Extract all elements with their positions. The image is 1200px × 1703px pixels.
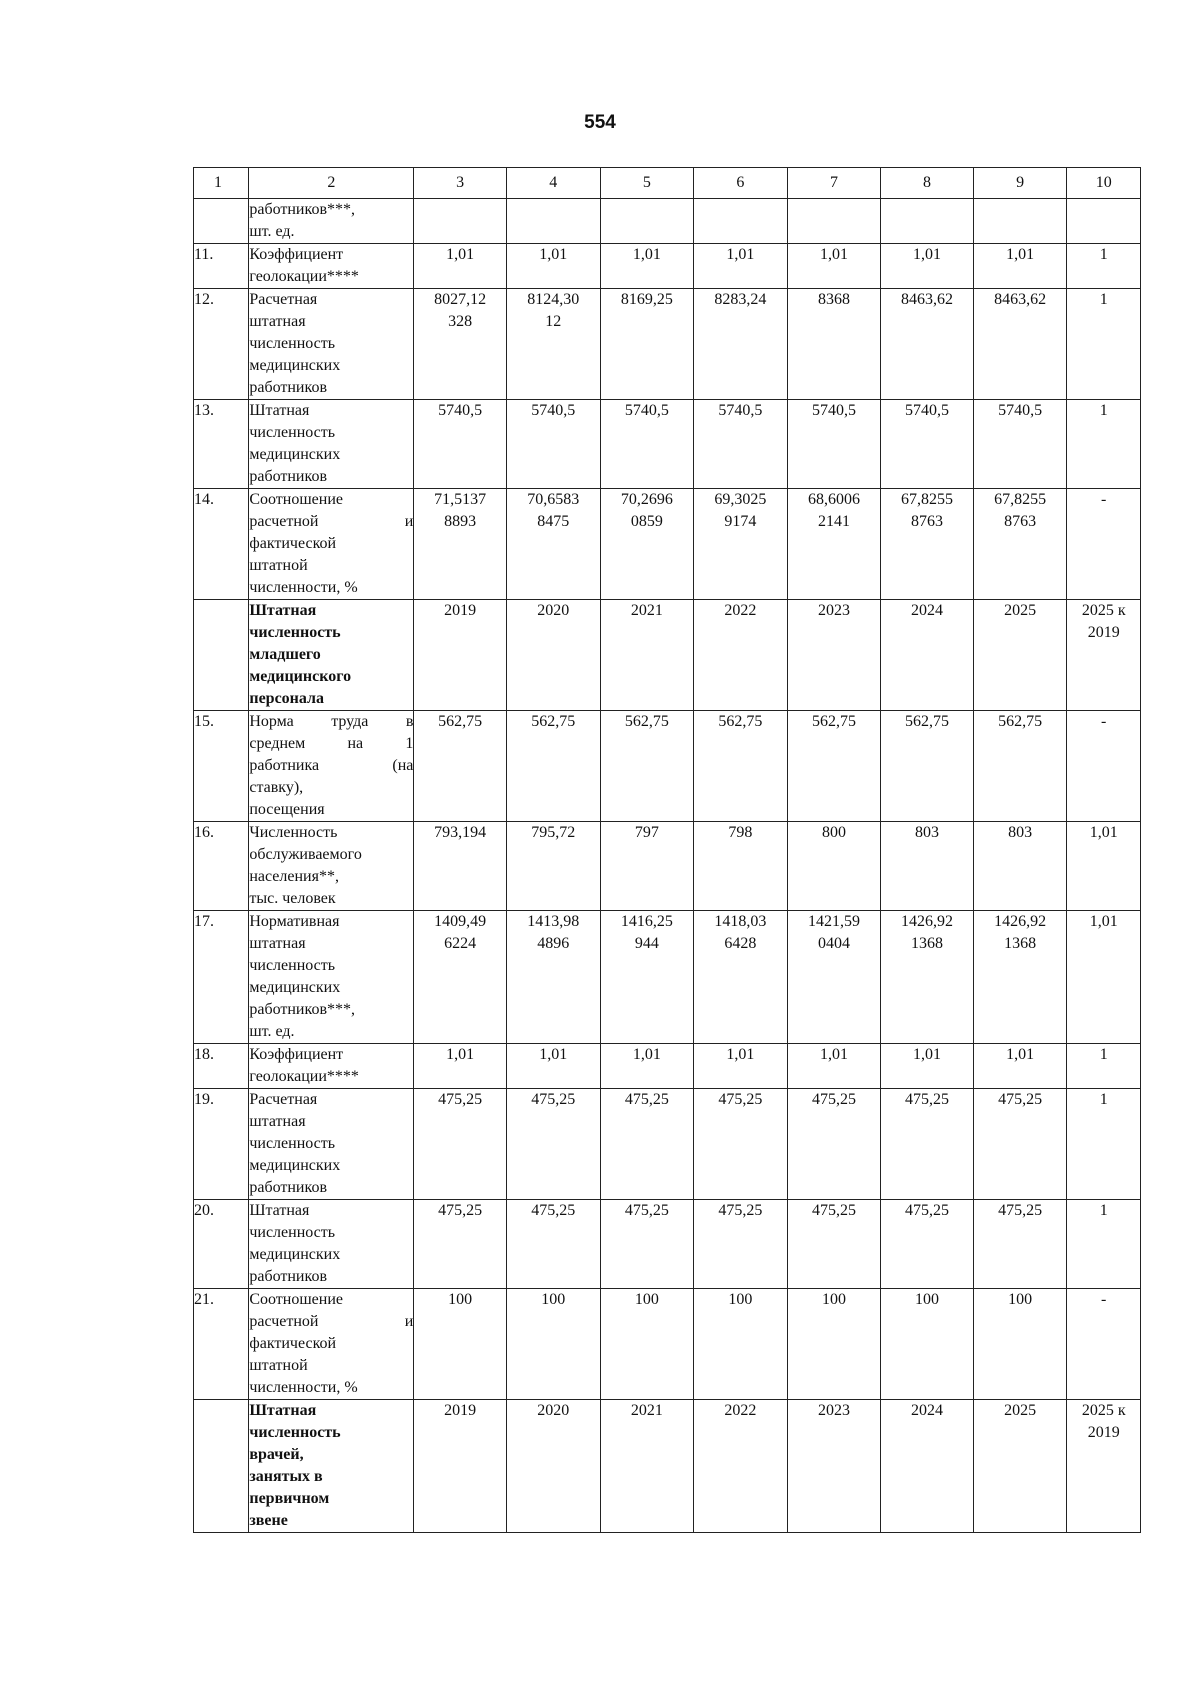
indicator-name-line: Расчетная [249, 1091, 318, 1108]
value-cell: 475,25 [694, 1089, 788, 1200]
value-cell: 2025 [973, 600, 1067, 711]
indicator-name [249, 244, 414, 289]
indicator-name-line: Нормативная [249, 913, 340, 930]
column-header: 9 [973, 168, 1067, 199]
indicator-name-line: работников [249, 468, 328, 485]
section-header-row [194, 600, 1141, 711]
value-cell: 8027,12 328 [414, 289, 507, 400]
value-cell: 475,25 [973, 1200, 1067, 1289]
value-cell: 562,75 [881, 711, 974, 822]
value-cell: 1,01 [787, 1044, 881, 1089]
indicator-name-line: работников [249, 1268, 328, 1285]
value-cell: 803 [973, 822, 1067, 911]
value-cell: - [1067, 489, 1141, 600]
value-cell: 800 [787, 822, 881, 911]
row-number: 19. [194, 1089, 249, 1200]
indicator-name-line: врачей, [249, 1446, 304, 1463]
indicator-name-line: Коэффициент [249, 1046, 344, 1063]
value-cell: 5740,5 [506, 400, 600, 489]
value-cell: 1,01 [973, 244, 1067, 289]
indicator-name-line: медицинских [249, 1157, 341, 1174]
value-cell: 475,25 [787, 1200, 881, 1289]
value-cell: - [1067, 1289, 1141, 1400]
value-cell: 1,01 [694, 1044, 788, 1089]
indicator-name [249, 600, 414, 711]
indicator-name-line: штатная [249, 1113, 306, 1130]
indicator-name-line: численность [249, 1224, 336, 1241]
value-cell: 2020 [506, 600, 600, 711]
value-cell: 100 [694, 1289, 788, 1400]
value-cell: 475,25 [881, 1200, 974, 1289]
value-cell: 1421,59 0404 [787, 911, 881, 1044]
value-cell: 1,01 [881, 244, 974, 289]
value-cell: 475,25 [787, 1089, 881, 1200]
indicator-name-line: звене [249, 1512, 288, 1529]
value-cell: 2022 [694, 600, 788, 711]
staffing-table [193, 167, 1141, 1533]
indicator-name-line: работников [249, 1179, 328, 1196]
indicator-name-line: численности, % [249, 1379, 358, 1396]
indicator-name [249, 911, 414, 1044]
indicator-name-line: численность [249, 1424, 341, 1441]
page-number: 554 [584, 112, 616, 133]
indicator-name-line: ставку), [249, 779, 304, 796]
value-cell: 475,25 [600, 1200, 694, 1289]
column-header: 5 [600, 168, 694, 199]
indicator-name-line: персонала [249, 690, 324, 707]
value-cell: 2024 [881, 1400, 974, 1533]
value-cell: 475,25 [881, 1089, 974, 1200]
value-cell: 1,01 [1067, 911, 1141, 1044]
value-cell: 798 [694, 822, 788, 911]
value-cell: 1426,92 1368 [881, 911, 974, 1044]
row-number [194, 199, 249, 244]
indicator-name-line: Соотношение [249, 1291, 344, 1308]
indicator-name-line: численность [249, 957, 336, 974]
value-cell: 1 [1067, 289, 1141, 400]
table-row [194, 1044, 1141, 1089]
value-cell: 1 [1067, 244, 1141, 289]
value-cell: 100 [881, 1289, 974, 1400]
column-header: 7 [787, 168, 881, 199]
indicator-name [249, 489, 414, 600]
value-cell: 562,75 [414, 711, 507, 822]
column-number-row [194, 168, 1141, 199]
indicator-name-line: посещения [249, 801, 325, 818]
value-cell: 8463,62 [973, 289, 1067, 400]
row-number: 15. [194, 711, 249, 822]
value-cell [694, 199, 788, 244]
row-number [194, 600, 249, 711]
indicator-name [249, 822, 414, 911]
row-number: 18. [194, 1044, 249, 1089]
value-cell: 1 [1067, 1044, 1141, 1089]
column-header: 8 [881, 168, 974, 199]
indicator-name-line: шт. ед. [249, 223, 295, 240]
value-cell: 475,25 [414, 1200, 507, 1289]
value-cell: 67,8255 8763 [973, 489, 1067, 600]
value-cell: 475,25 [973, 1089, 1067, 1200]
value-cell: 1416,25 944 [600, 911, 694, 1044]
indicator-name-line: работника (на [249, 757, 414, 774]
value-cell: 70,2696 0859 [600, 489, 694, 600]
indicator-name-line: численность [249, 1135, 336, 1152]
table-row [194, 244, 1141, 289]
indicator-name-line: младшего [249, 646, 321, 663]
value-cell: 5740,5 [600, 400, 694, 489]
value-cell: 1409,49 6224 [414, 911, 507, 1044]
value-cell: 100 [973, 1289, 1067, 1400]
indicator-name [249, 1044, 414, 1089]
value-cell: 797 [600, 822, 694, 911]
indicator-name-line: Численность [249, 824, 338, 841]
indicator-name-line: обслуживаемого [249, 846, 362, 863]
indicator-name-line: Расчетная [249, 291, 318, 308]
value-cell: 1,01 [694, 244, 788, 289]
column-header: 2 [249, 168, 414, 199]
indicator-name-line: штатная [249, 935, 306, 952]
value-cell: 562,75 [694, 711, 788, 822]
value-cell: 8283,24 [694, 289, 788, 400]
value-cell: 8169,25 [600, 289, 694, 400]
section-header-row [194, 1400, 1141, 1533]
indicator-name-line: медицинских [249, 1246, 341, 1263]
value-cell: 2025 [973, 1400, 1067, 1533]
table-row [194, 1289, 1141, 1400]
value-cell [506, 199, 600, 244]
indicator-name-line: первичном [249, 1490, 330, 1507]
table-row [194, 199, 1141, 244]
value-cell: 2021 [600, 600, 694, 711]
value-cell: 1,01 [414, 1044, 507, 1089]
value-cell: 1,01 [881, 1044, 974, 1089]
indicator-name-line: Норма труда в [249, 713, 414, 730]
value-cell: 1,01 [506, 1044, 600, 1089]
indicator-name-line: Штатная [249, 1202, 310, 1219]
column-header: 3 [414, 168, 507, 199]
value-cell: 1,01 [414, 244, 507, 289]
value-cell: 475,25 [506, 1089, 600, 1200]
value-cell: 562,75 [973, 711, 1067, 822]
value-cell: 1426,92 1368 [973, 911, 1067, 1044]
value-cell: 5740,5 [973, 400, 1067, 489]
value-cell: 100 [506, 1289, 600, 1400]
value-cell: 68,6006 2141 [787, 489, 881, 600]
value-cell: 71,5137 8893 [414, 489, 507, 600]
indicator-name [249, 400, 414, 489]
indicator-name [249, 289, 414, 400]
value-cell: 2023 [787, 1400, 881, 1533]
value-cell: 2020 [506, 1400, 600, 1533]
value-cell: 2025 к 2019 [1067, 600, 1141, 711]
value-cell: 100 [787, 1289, 881, 1400]
value-cell [973, 199, 1067, 244]
value-cell: 1 [1067, 1089, 1141, 1200]
value-cell: 1,01 [600, 1044, 694, 1089]
table-row [194, 289, 1141, 400]
value-cell: 8368 [787, 289, 881, 400]
column-header: 4 [506, 168, 600, 199]
indicator-name-line: медицинского [249, 668, 352, 685]
value-cell: 1,01 [973, 1044, 1067, 1089]
indicator-name-line: Штатная [249, 602, 317, 619]
row-number [194, 1400, 249, 1533]
indicator-name [249, 199, 414, 244]
table-row [194, 822, 1141, 911]
indicator-name-line: Штатная [249, 1402, 317, 1419]
indicator-name-line: среднем на 1 [249, 735, 414, 752]
indicator-name-line: численность [249, 335, 336, 352]
value-cell: 475,25 [506, 1200, 600, 1289]
row-number: 12. [194, 289, 249, 400]
indicator-name-line: фактической [249, 535, 337, 552]
value-cell: 1,01 [506, 244, 600, 289]
value-cell: 1 [1067, 400, 1141, 489]
indicator-name-line: населения**, [249, 868, 339, 885]
indicator-name-line: работников***, [249, 1001, 356, 1018]
indicator-name-line: расчетной и [249, 513, 414, 530]
row-number: 16. [194, 822, 249, 911]
row-number: 20. [194, 1200, 249, 1289]
value-cell: 2025 к 2019 [1067, 1400, 1141, 1533]
value-cell [881, 199, 974, 244]
value-cell: 5740,5 [694, 400, 788, 489]
indicator-name-line: геолокации**** [249, 1068, 359, 1085]
indicator-name-line: Соотношение [249, 491, 344, 508]
value-cell: 2021 [600, 1400, 694, 1533]
indicator-name-line: численность [249, 624, 341, 641]
value-cell: 8124,30 12 [506, 289, 600, 400]
value-cell: 1418,03 6428 [694, 911, 788, 1044]
value-cell [600, 199, 694, 244]
value-cell: 8463,62 [881, 289, 974, 400]
indicator-name-line: геолокации**** [249, 268, 359, 285]
column-header: 6 [694, 168, 788, 199]
value-cell: 2024 [881, 600, 974, 711]
value-cell: 1413,98 4896 [506, 911, 600, 1044]
table-row [194, 489, 1141, 600]
value-cell: 562,75 [506, 711, 600, 822]
value-cell: 70,6583 8475 [506, 489, 600, 600]
row-number: 14. [194, 489, 249, 600]
value-cell: 100 [600, 1289, 694, 1400]
indicator-name-line: численность [249, 424, 336, 441]
value-cell: 67,8255 8763 [881, 489, 974, 600]
indicator-name [249, 1089, 414, 1200]
column-header: 10 [1067, 168, 1141, 199]
indicator-name-line: Штатная [249, 402, 310, 419]
indicator-name-line: медицинских [249, 979, 341, 996]
indicator-name-line: шт. ед. [249, 1023, 295, 1040]
indicator-name-line: расчетной и [249, 1313, 414, 1330]
value-cell: 2022 [694, 1400, 788, 1533]
value-cell: 475,25 [414, 1089, 507, 1200]
indicator-name [249, 1400, 414, 1533]
value-cell: 5740,5 [881, 400, 974, 489]
table-row [194, 1200, 1141, 1289]
table-row [194, 911, 1141, 1044]
indicator-name [249, 1200, 414, 1289]
indicator-name-line: тыс. человек [249, 890, 336, 907]
table-row [194, 400, 1141, 489]
indicator-name-line: медицинских [249, 446, 341, 463]
value-cell: 69,3025 9174 [694, 489, 788, 600]
indicator-name-line: численности, % [249, 579, 358, 596]
row-number: 17. [194, 911, 249, 1044]
value-cell [1067, 199, 1141, 244]
indicator-name [249, 1289, 414, 1400]
indicator-name-line: штатной [249, 557, 308, 574]
indicator-name [249, 711, 414, 822]
value-cell: - [1067, 711, 1141, 822]
value-cell: 793,194 [414, 822, 507, 911]
value-cell: 1 [1067, 1200, 1141, 1289]
indicator-name-line: Коэффициент [249, 246, 344, 263]
value-cell: 1,01 [1067, 822, 1141, 911]
row-number: 13. [194, 400, 249, 489]
column-header: 1 [194, 168, 249, 199]
value-cell: 1,01 [787, 244, 881, 289]
value-cell: 5740,5 [414, 400, 507, 489]
value-cell: 475,25 [600, 1089, 694, 1200]
indicator-name-line: фактической [249, 1335, 337, 1352]
value-cell: 5740,5 [787, 400, 881, 489]
indicator-name-line: штатной [249, 1357, 308, 1374]
value-cell: 562,75 [787, 711, 881, 822]
row-number: 11. [194, 244, 249, 289]
indicator-name-line: медицинских [249, 357, 341, 374]
value-cell: 562,75 [600, 711, 694, 822]
indicator-name-line: работников [249, 379, 328, 396]
indicator-name-line: штатная [249, 313, 306, 330]
value-cell: 2019 [414, 1400, 507, 1533]
indicator-name-line: работников***, [249, 201, 356, 218]
indicator-name-line: занятых в [249, 1468, 323, 1485]
table-row [194, 1089, 1141, 1200]
value-cell: 2019 [414, 600, 507, 711]
value-cell: 475,25 [694, 1200, 788, 1289]
value-cell: 803 [881, 822, 974, 911]
row-number: 21. [194, 1289, 249, 1400]
value-cell [414, 199, 507, 244]
value-cell [787, 199, 881, 244]
value-cell: 1,01 [600, 244, 694, 289]
table-row [194, 711, 1141, 822]
value-cell: 100 [414, 1289, 507, 1400]
value-cell: 2023 [787, 600, 881, 711]
value-cell: 795,72 [506, 822, 600, 911]
